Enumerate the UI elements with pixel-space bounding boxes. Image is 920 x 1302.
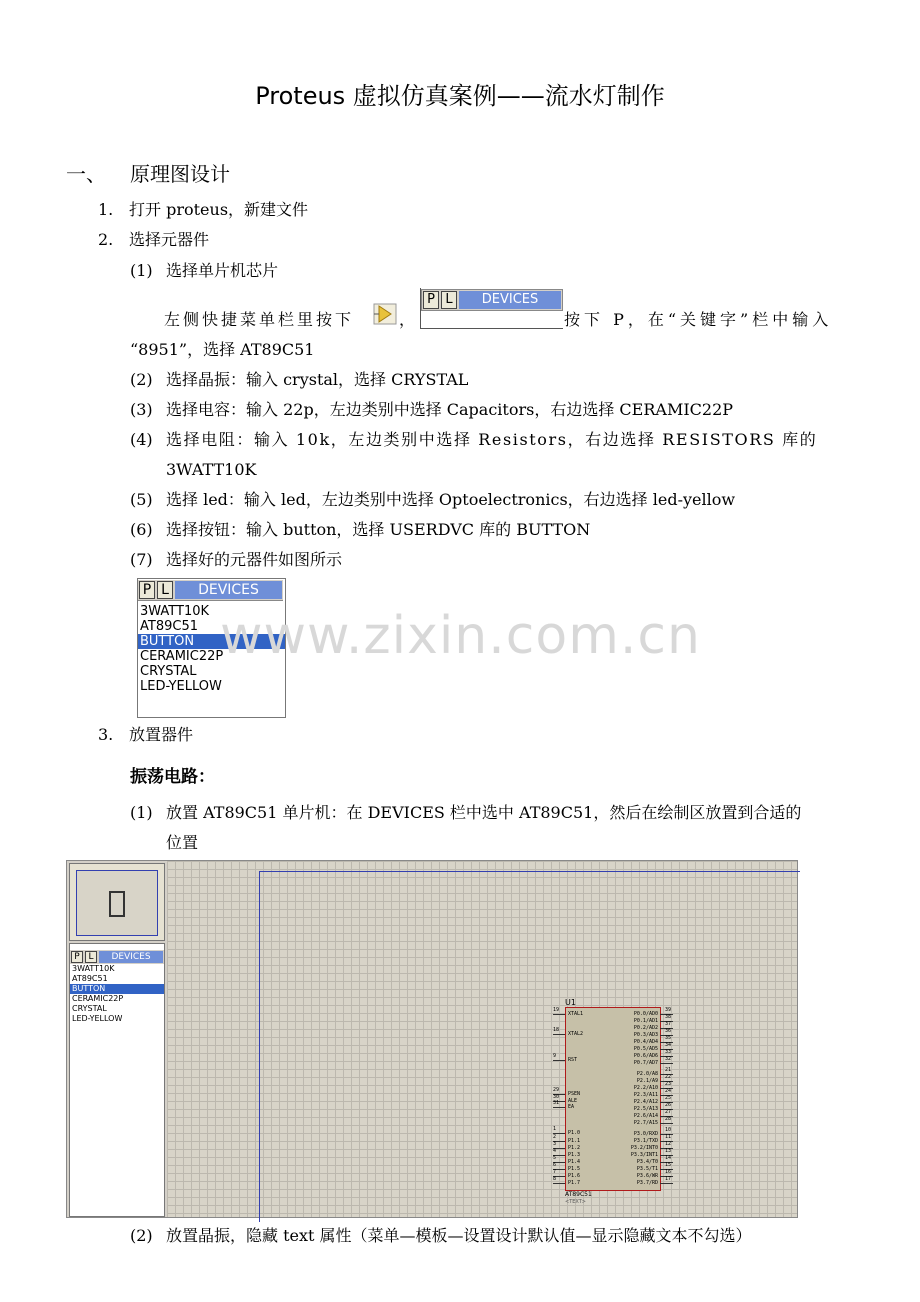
devices-toolbar-snippet: [420, 288, 563, 329]
pin-number: 28: [664, 1116, 671, 1122]
devices-label: DEVICES: [175, 581, 282, 599]
pin-number: 7: [553, 1169, 557, 1175]
pin-number: 26: [664, 1102, 671, 1108]
pin-line: [553, 1107, 565, 1108]
pin-name: P3.4/T0: [636, 1159, 658, 1165]
substep-text: 选择好的元器件如图所示: [166, 550, 343, 569]
substep-number: (5): [130, 490, 153, 509]
pin-number: 38: [664, 1014, 671, 1020]
substep-4: [130, 430, 817, 450]
pin-name: P0.5/AD5: [633, 1046, 658, 1052]
pin-number: 5: [553, 1155, 557, 1161]
pin-name: P1.0: [568, 1130, 581, 1136]
pin-name: P2.1/A9: [636, 1078, 658, 1084]
chip-left-pins: [553, 1007, 613, 1189]
library-button[interactable]: L: [85, 951, 97, 963]
device-item[interactable]: CERAMIC22P: [72, 994, 124, 1003]
component-mode-icon: [373, 303, 397, 325]
device-item[interactable]: AT89C51: [72, 974, 108, 983]
chip-pin[interactable]: [553, 1007, 613, 1017]
window-placeholder-icon: [109, 891, 125, 917]
substep-7: [130, 550, 342, 570]
pin-number: 1: [553, 1126, 557, 1132]
pin-name: XTAL1: [568, 1011, 584, 1017]
section-heading: [66, 158, 230, 187]
pin-number: 16: [664, 1169, 671, 1175]
pin-name: EA: [568, 1104, 575, 1110]
pin-number: 6: [553, 1162, 557, 1168]
document-title: Proteus 虚拟仿真案例——流水灯制作: [255, 82, 665, 110]
step-text: 放置器件: [129, 725, 194, 744]
devices-label: DEVICES: [459, 291, 561, 309]
device-item[interactable]: LED-YELLOW: [140, 679, 222, 694]
pin-line: [553, 1034, 565, 1035]
pin-name: P0.2/AD2: [633, 1025, 658, 1031]
substep-text: 选择晶振：输入 crystal，选择 CRYSTAL: [166, 370, 469, 389]
pick-button[interactable]: P: [71, 951, 83, 963]
pin-name: P1.4: [568, 1159, 581, 1165]
pin-name: PSEN: [568, 1091, 581, 1097]
pin-number: 34: [664, 1042, 671, 1048]
pin-number: 32: [664, 1056, 671, 1062]
chip-text-hint: <TEXT>: [565, 1199, 586, 1205]
library-button[interactable]: L: [441, 291, 457, 309]
device-item-selected[interactable]: BUTTON: [70, 984, 164, 994]
pin-number: 31: [553, 1100, 560, 1106]
pin-number: 14: [664, 1155, 671, 1161]
pin-number: 24: [664, 1088, 671, 1094]
device-item-selected[interactable]: BUTTON: [138, 634, 285, 649]
pin-number: 29: [553, 1087, 560, 1093]
overview-frame: [76, 870, 158, 936]
pin-name: P3.2/INT0: [630, 1145, 658, 1151]
pin-number: 33: [664, 1049, 671, 1055]
devices-header: [138, 580, 283, 601]
substep-text: 选择单片机芯片: [166, 261, 279, 280]
pin-number: 30: [553, 1094, 560, 1100]
device-item[interactable]: CERAMIC22P: [140, 649, 224, 664]
pin-number: 19: [553, 1007, 560, 1013]
pin-number: 18: [553, 1027, 560, 1033]
pin-number: 17: [664, 1176, 671, 1182]
pin-name: P0.4/AD4: [633, 1039, 658, 1045]
pin-name: P0.1/AD1: [633, 1018, 658, 1024]
oscillator-heading: 振荡电路：: [130, 767, 215, 787]
pin-name: P3.7/RD: [636, 1180, 658, 1186]
pin-number: 23: [664, 1081, 671, 1087]
pin-name: P2.5/A13: [633, 1106, 658, 1112]
place-step-1-continued: 位置: [166, 833, 199, 852]
substep-1: [130, 261, 278, 281]
pin-number: 21: [664, 1067, 671, 1073]
substep-3: [130, 400, 733, 420]
place-step-2: [130, 1226, 752, 1246]
pin-number: 35: [664, 1035, 671, 1041]
pin-number: 13: [664, 1148, 671, 1154]
pin-name: P1.3: [568, 1152, 581, 1158]
pin-name: P2.4/A12: [633, 1099, 658, 1105]
library-button[interactable]: L: [157, 581, 173, 599]
pin-name: P3.0/RXD: [633, 1131, 658, 1137]
pin-name: P2.7/A15: [633, 1120, 658, 1126]
pin-line: [553, 1060, 565, 1061]
pin-number: 10: [664, 1127, 671, 1133]
pin-name: P1.1: [568, 1138, 581, 1144]
step-1: [98, 200, 308, 220]
devices-header: [421, 289, 563, 311]
quick-menu-comma: ，: [399, 310, 416, 329]
substep-text: 选择电阻：输入 10k，左边类别中选择 Resistors，右边选择 RESISTORS 库的: [166, 430, 818, 449]
pin-number: 27: [664, 1109, 671, 1115]
pin-name: P1.5: [568, 1166, 581, 1172]
device-item[interactable]: 3WATT10K: [140, 604, 210, 619]
substep-number: (6): [130, 520, 153, 539]
substep-2: [130, 370, 468, 390]
pin-number: 39: [664, 1007, 671, 1013]
device-item[interactable]: AT89C51: [140, 619, 198, 634]
step-number: 3.: [98, 725, 114, 744]
pin-name: P0.3/AD3: [633, 1032, 658, 1038]
pin-name: P1.7: [568, 1180, 581, 1186]
pin-name: P0.7/AD7: [633, 1060, 658, 1066]
overview-window[interactable]: [69, 863, 165, 941]
device-item[interactable]: 3WATT10K: [72, 964, 115, 973]
substep-5: [130, 490, 735, 510]
substep-number: (4): [130, 430, 153, 449]
pin-name: ALE: [568, 1098, 578, 1104]
pin-number: 37: [664, 1021, 671, 1027]
watermark: www.zixin.com.cn: [220, 606, 701, 666]
pin-name: P3.3/INT1: [630, 1152, 658, 1158]
pin-name: P2.3/A11: [633, 1092, 658, 1098]
substep-text: 放置晶振，隐藏 text 属性（菜单—模板—设置设计默认值—显示隐藏文本不勾选）: [166, 1226, 752, 1245]
pin-number: 12: [664, 1141, 671, 1147]
quick-menu-text-a: 左侧快捷菜单栏里按下: [164, 310, 355, 329]
step-text: 选择元器件: [129, 230, 210, 249]
pin-line: [553, 1014, 565, 1015]
substep-number: (1): [130, 803, 153, 822]
schematic-canvas[interactable]: [167, 861, 797, 1217]
pin-number: 36: [664, 1028, 671, 1034]
substep-number: (2): [130, 370, 153, 389]
pin-number: 9: [553, 1053, 557, 1059]
pin-name: P0.0/AD0: [633, 1011, 658, 1017]
quick-menu-line-2: “8951”，选择 AT89C51: [130, 340, 315, 359]
chip-right-pins: [613, 1007, 673, 1189]
pin-number: 8: [553, 1176, 557, 1182]
pin-line: [553, 1183, 565, 1184]
substep-text: 放置 AT89C51 单片机：在 DEVICES 栏中选中 AT89C51，然后在绘制区放置到合适的: [166, 803, 802, 822]
quick-menu-text-c: 按下 P，在“关键字”栏中输入: [564, 310, 833, 329]
pin-number: 11: [664, 1134, 671, 1140]
pin-name: RST: [568, 1057, 578, 1063]
pin-name: P2.0/A8: [636, 1071, 658, 1077]
pin-name: P0.6/AD6: [633, 1053, 658, 1059]
device-item[interactable]: CRYSTAL: [140, 664, 197, 679]
chip-part-label: AT89C51: [565, 1191, 592, 1198]
pin-name: P3.1/TXD: [633, 1138, 658, 1144]
step-number: 1.: [98, 200, 114, 219]
step-3: [98, 725, 193, 745]
chip-pin[interactable]: [553, 1027, 613, 1037]
pin-number: 15: [664, 1162, 671, 1168]
substep-number: (2): [130, 1226, 153, 1245]
at89c51-chip[interactable]: [553, 1007, 673, 1191]
pick-button[interactable]: P: [139, 581, 155, 599]
substep-text: 选择按钮：输入 button，选择 USERDVC 库的 BUTTON: [166, 520, 591, 539]
pin-number: 3: [553, 1141, 557, 1147]
substep-4-continued: 3WATT10K: [166, 460, 257, 479]
chip-pin[interactable]: [553, 1087, 613, 1097]
mini-devices-list: [70, 964, 164, 1024]
pin-number: 25: [664, 1095, 671, 1101]
mini-devices-header: [70, 950, 164, 964]
pin-name: XTAL2: [568, 1031, 584, 1037]
substep-6: [130, 520, 590, 540]
pin-line: [660, 1063, 673, 1064]
place-step-1: [130, 803, 801, 823]
pin-line: [660, 1123, 673, 1124]
section-label: 原理图设计: [130, 162, 230, 186]
pin-name: P2.6/A14: [633, 1113, 658, 1119]
substep-number: (1): [130, 261, 153, 280]
pin-number: 4: [553, 1148, 557, 1154]
pin-number: 22: [664, 1074, 671, 1080]
step-2: [98, 230, 209, 250]
pin-name: P3.6/WR: [636, 1173, 658, 1179]
mini-devices-panel: [69, 943, 165, 1217]
sheet-border: [259, 871, 800, 1222]
pick-button[interactable]: P: [423, 291, 439, 309]
substep-text: 选择 led：输入 led，左边类别中选择 Optoelectronics，右边选择 led-yellow: [166, 490, 736, 509]
pin-line: [660, 1183, 673, 1184]
section-number: 一、: [66, 162, 106, 186]
device-item[interactable]: LED-YELLOW: [72, 1014, 123, 1023]
chip-pin[interactable]: [553, 1053, 613, 1063]
pin-number: 2: [553, 1134, 557, 1140]
pin-name: P1.2: [568, 1145, 581, 1151]
devices-label: DEVICES: [99, 951, 163, 963]
chip-pin[interactable]: [553, 1126, 613, 1136]
chip-ref: U1: [565, 998, 576, 1007]
pin-name: P1.6: [568, 1173, 581, 1179]
chip-pin[interactable]: [553, 1134, 613, 1144]
pin-name: P2.2/A10: [633, 1085, 658, 1091]
step-text: 打开 proteus，新建文件: [129, 200, 309, 219]
substep-text: 选择电容：输入 22p，左边类别中选择 Capacitors，右边选择 CERAMIC22P: [166, 400, 734, 419]
device-item[interactable]: CRYSTAL: [72, 1004, 107, 1013]
substep-number: (7): [130, 550, 153, 569]
step-number: 2.: [98, 230, 114, 249]
substep-number: (3): [130, 400, 153, 419]
proteus-window: [66, 860, 798, 1218]
pin-name: P3.5/T1: [636, 1166, 658, 1172]
